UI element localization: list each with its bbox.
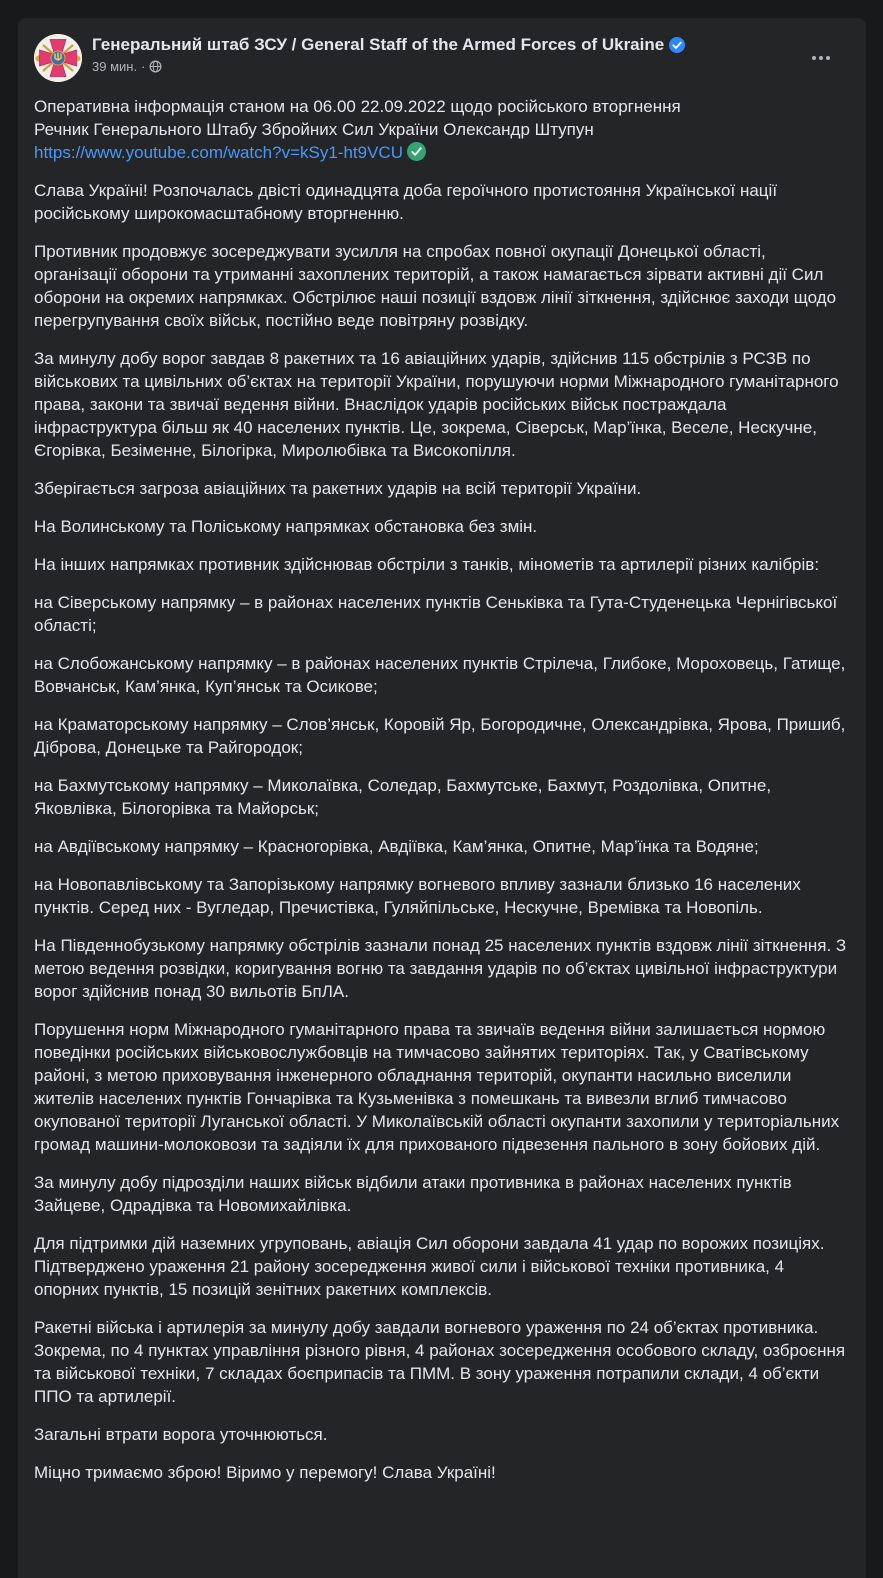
globe-icon — [149, 60, 162, 73]
intro-line-2: Речник Генерального Штабу Збройних Сил України Олександр Штупун — [34, 120, 594, 139]
post-paragraph: За минулу добу ворог завдав 8 ракетних та 16 авіаційних ударів, здійснив 115 обстрілів з РСЗВ по військових та цивільних об’єктах на території України, порушуючи норми Міжнародного гуманітарного права, закони та звичаї ведення війни. Внаслідок ударів російських військ постраждала інфраструктура більш як 40 населених пунктів. Це, зокрема, Сіверськ, Мар’їнка, Веселе, Нескучне, Єгорівка, Безіменне, Білогірка, Миролюбівка та Високопілля. — [34, 349, 839, 460]
post-paragraph: Порушення норм Міжнародного гуманітарного права та звичаїв ведення війни залишається нормою поведінки російських військовослужбовців на тимчасово зайнятих територіях. Так, у Сватівському районі, з метою приховування інженерного обладнання територій, окупанти насильно виселили жителів населених пунктів Гончарівка та Кузьменівка з помешкань та вивезли вглиб тимчасово окупованої території Луганської області. У Миколаївській області окупанти захопили у територіальних громад машини-молоковози та задіяли їх для прихованого підвезення пального в зону бойових дій. — [34, 1020, 840, 1154]
post-paragraph: Міцно тримаємо зброю! Віримо у перемогу! Слава Україні! — [34, 1463, 496, 1482]
post-paragraph: Для підтримки дій наземних угруповань, авіація Сил оборони завдала 41 удар по ворожих позиціях. Підтверджено ураження 21 району зосередження живої сили і військової техніки противника, 4 опорних пунктів, 15 позицій зенітних ракетних комплексів. — [34, 1234, 825, 1299]
post-paragraph: на Слобожанському напрямку – в районах населених пунктів Стрілеча, Глибоке, Мороховець, Гатище, Вовчанськ, Кам’янка, Куп’янськ та Осикове; — [34, 654, 846, 696]
post-paragraph: на Краматорському напрямку – Слов’янськ, Коровій Яр, Богородичне, Олександрівка, Ярова, Пришиб, Діброва, Донецьке та Райгородок; — [34, 715, 846, 757]
youtube-link[interactable]: https://www.youtube.com/watch?v=kSy1-ht9VCU — [34, 143, 403, 162]
post-paragraph: Слава Україні! Розпочалась двісті одинадцята доба героїчного протистояння Української нації російському широкомасштабному вторгненню. — [34, 181, 778, 223]
page-name[interactable]: Генеральний штаб ЗСУ / General Staff of the Armed Forces of Ukraine — [92, 35, 665, 54]
post-paragraph: Зберігається загроза авіаційних та ракетних ударів на всій території України. — [34, 479, 642, 498]
timestamp-text: 39 мин. — [92, 59, 138, 74]
post-menu-button[interactable] — [806, 50, 836, 66]
verified-badge-icon — [669, 37, 685, 53]
green-check-emoji — [407, 142, 426, 161]
header-text-block — [92, 34, 806, 74]
post-paragraph: За минулу добу підрозділи наших військ відбили атаки противника в районах населених пунктів Зайцеве, Одрадівка та Новомихайлівка. — [34, 1173, 792, 1215]
post-paragraph: На Південнобузькому напрямку обстрілів зазнали понад 25 населених пунктів вздовж лінії зіткнення. З метою ведення розвідки, коригування вогню та завдання ударів по об’єктах цивільної інфраструктури ворог здійснив понад 30 вильотів БпЛА. — [34, 936, 847, 1001]
post-header — [18, 18, 866, 82]
post-card — [18, 18, 866, 1578]
intro-line-1: Оперативна інформація станом на 06.00 22.09.2022 щодо російського вторгнення — [34, 97, 681, 116]
page-avatar[interactable] — [34, 34, 82, 82]
post-paragraph: Загальні втрати ворога уточнюються. — [34, 1425, 328, 1444]
post-paragraphs — [34, 179, 850, 1484]
post-content — [18, 82, 866, 1504]
post-paragraph: На інших напрямках противник здійснював обстріли з танків, мінометів та артилерії різних калібрів: — [34, 555, 820, 574]
timestamp-separator: · — [141, 59, 146, 74]
post-paragraph: на Бахмутському напрямку – Миколаївка, Соледар, Бахмутське, Бахмут, Роздолівка, Опитне, Яковлівка, Білогорівка та Майорськ; — [34, 776, 772, 818]
general-staff-emblem-icon — [34, 69, 82, 82]
post-paragraph: Ракетні війська і артилерія за минулу добу завдали вогневого ураження по 24 об’єктах противника. Зокрема, по 4 пунктах управління різного рівня, 4 районах зосередження особового складу, озброєння та військової техніки, 7 складах боєприпасів та ПММ. В зону ураження потрапили склади, 4 об’єкти ППО та артилерії. — [34, 1318, 846, 1406]
ellipsis-icon — [812, 56, 816, 60]
post-intro — [34, 95, 850, 164]
post-paragraph: на Авдіївському напрямку – Красногорівка, Авдіївка, Кам’янка, Опитне, Мар’їнка та Водяне; — [34, 837, 759, 856]
post-paragraph: На Волинському та Поліському напрямках обстановка без змін. — [34, 517, 538, 536]
post-timestamp[interactable] — [92, 59, 806, 74]
post-paragraph: на Новопавлівському та Запорізькому напрямку вогневого впливу зазнали близько 16 населених пунктів. Серед них - Вугледар, Пречистівка, Гуляйпільське, Нескучне, Времівка та Новопіль. — [34, 875, 801, 917]
post-paragraph: на Сіверському напрямку – в районах населених пунктів Сеньківка та Гута-Студенецька Чернігівської області; — [34, 593, 838, 635]
post-paragraph: Противник продовжує зосереджувати зусилля на спробах повної окупації Донецької області, організації оборони та утриманні захоплених територій, а також намагається зірвати активні дії Сил оборони на окремих напрямках. Обстрілює наші позиції вздовж лінії зіткнення, здійснює заходи щодо перегрупування своїх військ, постійно веде повітряну розвідку. — [34, 242, 837, 330]
